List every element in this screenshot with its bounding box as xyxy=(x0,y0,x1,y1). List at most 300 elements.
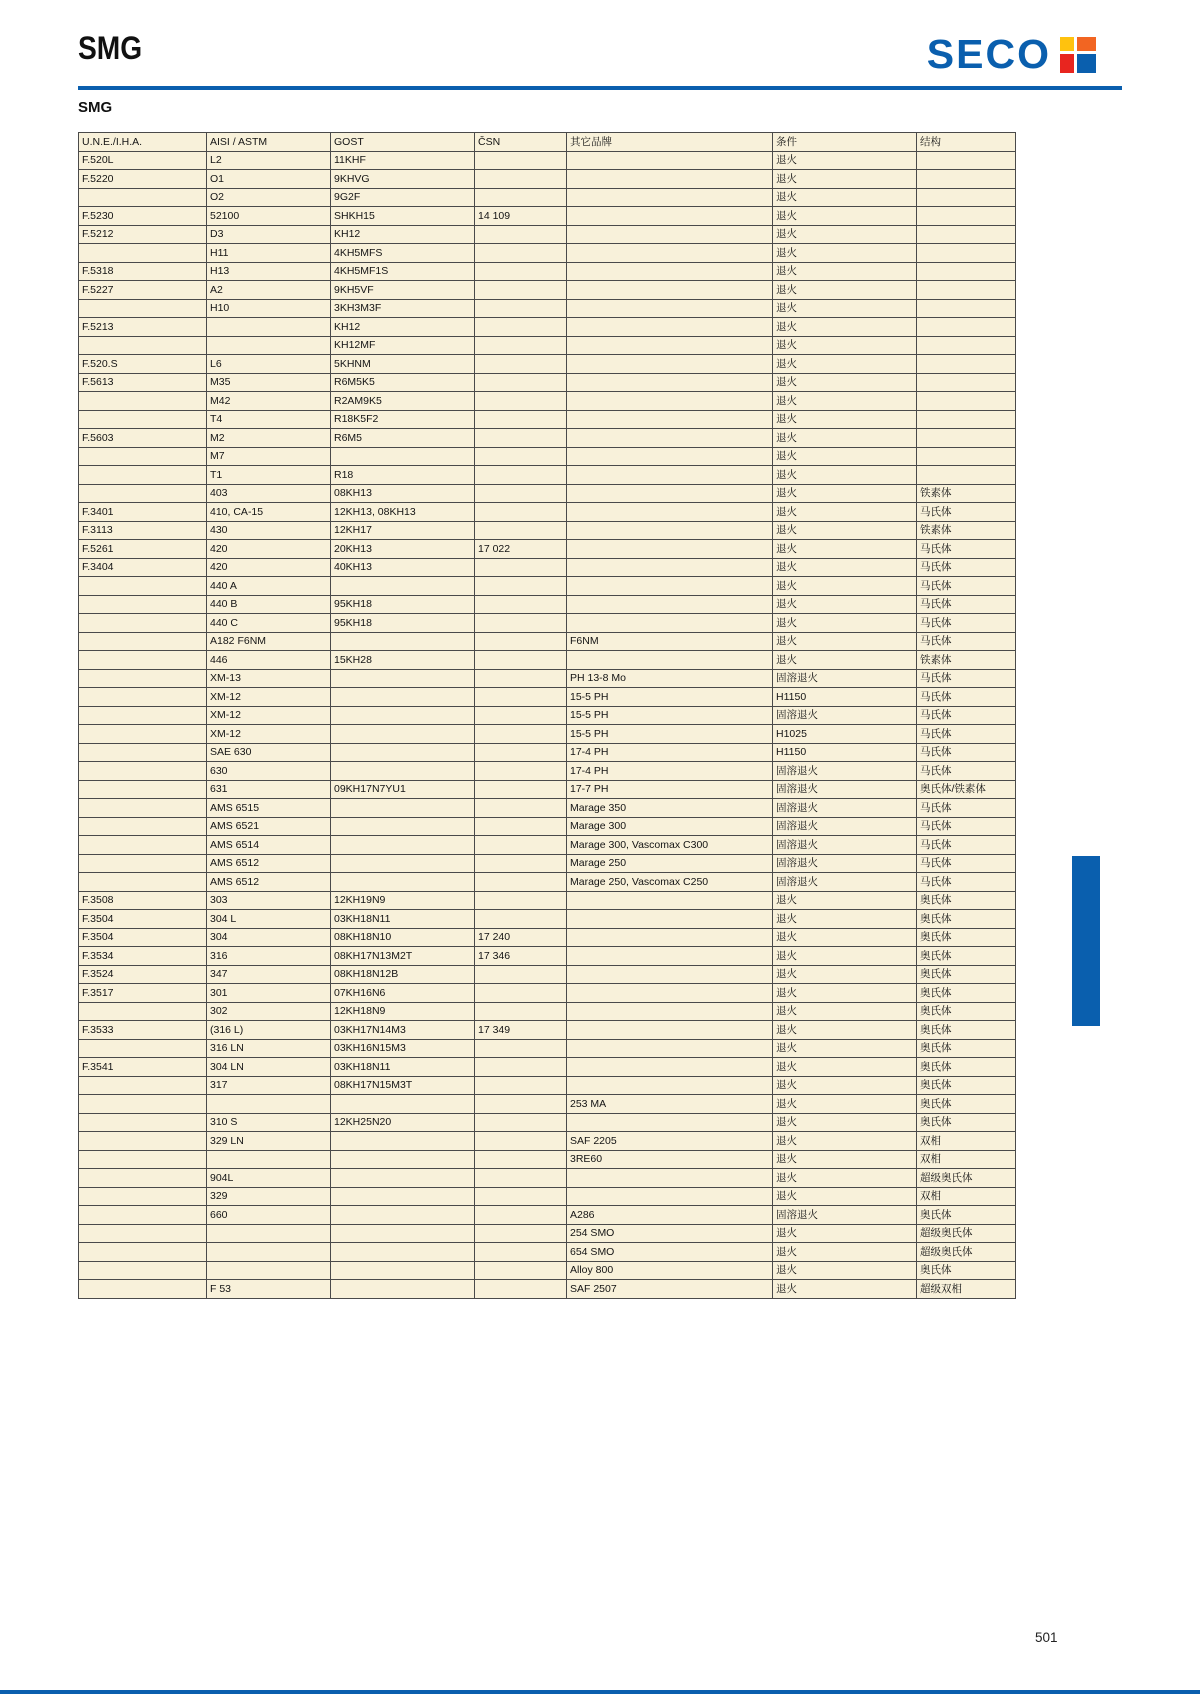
table-cell: 9KHVG xyxy=(331,170,475,189)
table-row xyxy=(79,151,1016,170)
table-cell: D3 xyxy=(207,225,331,244)
table-row xyxy=(79,651,1016,670)
table-cell: H1150 xyxy=(773,688,917,707)
table-cell xyxy=(331,577,475,596)
table-cell xyxy=(331,1280,475,1299)
table-cell xyxy=(475,170,567,189)
table-cell xyxy=(567,910,773,929)
table-cell xyxy=(567,281,773,300)
table-cell: 退火 xyxy=(773,928,917,947)
table-row xyxy=(79,336,1016,355)
table-cell: 退火 xyxy=(773,318,917,337)
table-cell xyxy=(79,669,207,688)
table-cell xyxy=(567,262,773,281)
table-cell: 马氏体 xyxy=(917,503,1016,522)
table-cell xyxy=(917,151,1016,170)
table-body xyxy=(79,151,1016,1298)
table-cell: 03KH18N11 xyxy=(331,1058,475,1077)
table-cell: 奥氏体 xyxy=(917,984,1016,1003)
table-cell: 马氏体 xyxy=(917,688,1016,707)
table-cell xyxy=(567,355,773,374)
table-cell xyxy=(567,1039,773,1058)
table-cell xyxy=(567,891,773,910)
table-cell xyxy=(917,373,1016,392)
table-cell: 固溶退火 xyxy=(773,780,917,799)
column-header: U.N.E./I.H.A. xyxy=(79,133,207,152)
table-row xyxy=(79,281,1016,300)
table-row xyxy=(79,688,1016,707)
table-cell: 退火 xyxy=(773,262,917,281)
table-cell xyxy=(567,540,773,559)
table-row xyxy=(79,984,1016,1003)
table-row xyxy=(79,262,1016,281)
table-cell xyxy=(475,688,567,707)
table-cell xyxy=(79,595,207,614)
table-cell: 退火 xyxy=(773,503,917,522)
table-cell: 95KH18 xyxy=(331,614,475,633)
table-cell xyxy=(79,651,207,670)
table-cell: 固溶退火 xyxy=(773,873,917,892)
table-cell: R18 xyxy=(331,466,475,485)
table-cell: F.5220 xyxy=(79,170,207,189)
table-cell: L6 xyxy=(207,355,331,374)
table-cell: 奥氏体 xyxy=(917,1206,1016,1225)
table-cell xyxy=(207,1224,331,1243)
table-cell: SAF 2205 xyxy=(567,1132,773,1151)
table-cell: 退火 xyxy=(773,484,917,503)
table-cell: KH12 xyxy=(331,318,475,337)
table-cell xyxy=(79,1039,207,1058)
table-cell: 20KH13 xyxy=(331,540,475,559)
table-cell: 马氏体 xyxy=(917,577,1016,596)
table-cell: 退火 xyxy=(773,521,917,540)
table-header-row xyxy=(79,133,1016,152)
table-cell: 退火 xyxy=(773,466,917,485)
table-cell xyxy=(567,947,773,966)
table-cell xyxy=(567,503,773,522)
table-cell: 40KH13 xyxy=(331,558,475,577)
table-cell: 退火 xyxy=(773,1039,917,1058)
table-cell: 317 xyxy=(207,1076,331,1095)
table-cell: 马氏体 xyxy=(917,873,1016,892)
table-row xyxy=(79,854,1016,873)
table-cell: 退火 xyxy=(773,1280,917,1299)
table-cell xyxy=(475,521,567,540)
table-cell xyxy=(207,1095,331,1114)
table-cell xyxy=(475,1169,567,1188)
table-cell xyxy=(207,1243,331,1262)
column-header: 条件 xyxy=(773,133,917,152)
table-cell xyxy=(331,1095,475,1114)
table-cell xyxy=(331,854,475,873)
table-cell: 奥氏体 xyxy=(917,1058,1016,1077)
table-cell: 904L xyxy=(207,1169,331,1188)
table-cell xyxy=(331,743,475,762)
table-cell: H13 xyxy=(207,262,331,281)
table-cell: 52100 xyxy=(207,207,331,226)
table-cell xyxy=(475,1150,567,1169)
seco-wordmark: SECO xyxy=(926,31,1051,77)
table-cell: 退火 xyxy=(773,410,917,429)
table-cell xyxy=(567,466,773,485)
table-cell: 446 xyxy=(207,651,331,670)
table-cell xyxy=(331,1224,475,1243)
table-row xyxy=(79,1021,1016,1040)
table-cell: 退火 xyxy=(773,336,917,355)
column-header: 其它品牌 xyxy=(567,133,773,152)
table-cell: 铁素体 xyxy=(917,651,1016,670)
table-cell: 固溶退火 xyxy=(773,706,917,725)
table-cell: 08KH17N15M3T xyxy=(331,1076,475,1095)
table-cell xyxy=(475,780,567,799)
table-cell xyxy=(475,706,567,725)
table-cell xyxy=(475,1002,567,1021)
table-cell xyxy=(567,1021,773,1040)
table-cell xyxy=(79,854,207,873)
table-cell xyxy=(475,558,567,577)
table-cell xyxy=(331,632,475,651)
table-cell: 304 xyxy=(207,928,331,947)
table-cell xyxy=(79,1261,207,1280)
table-row xyxy=(79,669,1016,688)
table-cell: Marage 350 xyxy=(567,799,773,818)
table-cell xyxy=(567,1113,773,1132)
table-cell xyxy=(79,1113,207,1132)
table-cell: H11 xyxy=(207,244,331,263)
table-cell xyxy=(917,447,1016,466)
table-cell: F.5613 xyxy=(79,373,207,392)
table-cell: R6M5 xyxy=(331,429,475,448)
table-cell xyxy=(79,1243,207,1262)
table-cell xyxy=(79,799,207,818)
table-cell xyxy=(207,336,331,355)
table-cell xyxy=(331,669,475,688)
table-cell: 奥氏体 xyxy=(917,891,1016,910)
table-cell: 固溶退火 xyxy=(773,817,917,836)
table-cell: F.3524 xyxy=(79,965,207,984)
table-cell: F.5230 xyxy=(79,207,207,226)
header-divider xyxy=(78,86,1122,90)
table-cell xyxy=(917,355,1016,374)
table-cell: F.3401 xyxy=(79,503,207,522)
table-cell: F.3504 xyxy=(79,910,207,929)
table-cell: H1150 xyxy=(773,743,917,762)
table-row xyxy=(79,503,1016,522)
table-cell: 430 xyxy=(207,521,331,540)
table-row xyxy=(79,188,1016,207)
table-cell: F 53 xyxy=(207,1280,331,1299)
table-cell: 退火 xyxy=(773,1132,917,1151)
table-cell xyxy=(475,910,567,929)
table-cell: 退火 xyxy=(773,1261,917,1280)
table-cell: 440 B xyxy=(207,595,331,614)
table-cell xyxy=(475,151,567,170)
table-cell: 退火 xyxy=(773,1243,917,1262)
table-cell xyxy=(567,521,773,540)
table-cell: L2 xyxy=(207,151,331,170)
table-cell: 奥氏体 xyxy=(917,1261,1016,1280)
table-cell: 双相 xyxy=(917,1187,1016,1206)
table-cell xyxy=(475,262,567,281)
table-cell: 奥氏体 xyxy=(917,928,1016,947)
table-cell: 固溶退火 xyxy=(773,762,917,781)
table-cell xyxy=(475,447,567,466)
table-cell xyxy=(331,799,475,818)
table-cell xyxy=(567,392,773,411)
table-cell xyxy=(567,373,773,392)
table-cell: 固溶退火 xyxy=(773,799,917,818)
table-cell xyxy=(475,244,567,263)
table-cell xyxy=(79,725,207,744)
table-row xyxy=(79,1150,1016,1169)
table-cell: F.3533 xyxy=(79,1021,207,1040)
table-row xyxy=(79,429,1016,448)
table-cell xyxy=(917,170,1016,189)
table-cell xyxy=(475,1132,567,1151)
table-cell xyxy=(331,688,475,707)
table-cell xyxy=(79,780,207,799)
table-cell: 固溶退火 xyxy=(773,854,917,873)
table-cell: 马氏体 xyxy=(917,614,1016,633)
table-cell xyxy=(567,595,773,614)
table-cell xyxy=(79,1132,207,1151)
table-cell: 09KH17N7YU1 xyxy=(331,780,475,799)
table-cell: 退火 xyxy=(773,1076,917,1095)
table-cell xyxy=(79,188,207,207)
table-cell xyxy=(475,1076,567,1095)
table-row xyxy=(79,1113,1016,1132)
table-cell: 17-4 PH xyxy=(567,762,773,781)
table-cell xyxy=(475,854,567,873)
table-cell xyxy=(917,392,1016,411)
table-cell xyxy=(917,336,1016,355)
table-cell xyxy=(331,1169,475,1188)
table-cell: F.3508 xyxy=(79,891,207,910)
table-cell: 退火 xyxy=(773,151,917,170)
table-cell xyxy=(917,299,1016,318)
table-cell: 退火 xyxy=(773,188,917,207)
table-cell: 奥氏体/铁素体 xyxy=(917,780,1016,799)
table-row xyxy=(79,170,1016,189)
table-cell: 660 xyxy=(207,1206,331,1225)
table-cell xyxy=(79,632,207,651)
table-cell xyxy=(79,873,207,892)
table-cell: 410, CA-15 xyxy=(207,503,331,522)
table-cell: 奥氏体 xyxy=(917,965,1016,984)
table-cell xyxy=(567,651,773,670)
table-cell xyxy=(475,484,567,503)
table-cell xyxy=(475,743,567,762)
table-cell xyxy=(331,1132,475,1151)
table-cell xyxy=(79,244,207,263)
table-cell xyxy=(475,836,567,855)
table-cell: 马氏体 xyxy=(917,632,1016,651)
table-cell xyxy=(79,688,207,707)
table-cell: 退火 xyxy=(773,447,917,466)
table-cell xyxy=(475,984,567,1003)
table-cell xyxy=(331,447,475,466)
column-header: 结构 xyxy=(917,133,1016,152)
table-cell: A286 xyxy=(567,1206,773,1225)
table-cell: 347 xyxy=(207,965,331,984)
table-cell xyxy=(475,762,567,781)
table-cell: 马氏体 xyxy=(917,854,1016,873)
table-cell xyxy=(475,614,567,633)
table-cell xyxy=(917,429,1016,448)
table-cell xyxy=(79,1076,207,1095)
table-cell: 退火 xyxy=(773,947,917,966)
table-cell xyxy=(475,503,567,522)
table-cell: F.5318 xyxy=(79,262,207,281)
table-cell: 奥氏体 xyxy=(917,1095,1016,1114)
table-cell: 奥氏体 xyxy=(917,1002,1016,1021)
table-cell: 17-4 PH xyxy=(567,743,773,762)
table-cell xyxy=(207,1150,331,1169)
column-header: ČSN xyxy=(475,133,567,152)
table-cell: 12KH25N20 xyxy=(331,1113,475,1132)
table-cell: AMS 6512 xyxy=(207,854,331,873)
table-cell xyxy=(567,336,773,355)
table-row xyxy=(79,207,1016,226)
table-cell: 铁素体 xyxy=(917,484,1016,503)
table-cell: 退火 xyxy=(773,1150,917,1169)
table-cell: XM-12 xyxy=(207,688,331,707)
table-cell: 12KH17 xyxy=(331,521,475,540)
table-cell: 329 xyxy=(207,1187,331,1206)
table-cell: 马氏体 xyxy=(917,669,1016,688)
page-number: 501 xyxy=(1035,1630,1058,1645)
table-cell: F.520.S xyxy=(79,355,207,374)
table-cell xyxy=(567,614,773,633)
table-cell xyxy=(567,225,773,244)
table-cell: 退火 xyxy=(773,281,917,300)
table-cell: 3KH3M3F xyxy=(331,299,475,318)
table-cell xyxy=(475,336,567,355)
table-cell xyxy=(331,836,475,855)
table-cell xyxy=(475,1113,567,1132)
table-row xyxy=(79,466,1016,485)
column-header: AISI / ASTM xyxy=(207,133,331,152)
table-cell: 403 xyxy=(207,484,331,503)
table-cell: F.5213 xyxy=(79,318,207,337)
table-cell xyxy=(567,188,773,207)
table-cell: 654 SMO xyxy=(567,1243,773,1262)
table-cell: 08KH18N10 xyxy=(331,928,475,947)
table-cell: 固溶退火 xyxy=(773,1206,917,1225)
table-cell: 退火 xyxy=(773,1002,917,1021)
table-cell xyxy=(475,651,567,670)
table-cell: F.3517 xyxy=(79,984,207,1003)
table-cell: 退火 xyxy=(773,540,917,559)
table-cell: (316 L) xyxy=(207,1021,331,1040)
table-cell: 退火 xyxy=(773,910,917,929)
table-cell: 退火 xyxy=(773,355,917,374)
table-cell: F.520L xyxy=(79,151,207,170)
table-cell xyxy=(79,577,207,596)
table-cell xyxy=(475,817,567,836)
table-row xyxy=(79,1002,1016,1021)
table-cell xyxy=(79,410,207,429)
table-cell xyxy=(567,410,773,429)
table-cell xyxy=(917,466,1016,485)
table-cell: 退火 xyxy=(773,373,917,392)
table-cell: F.3541 xyxy=(79,1058,207,1077)
table-cell: KH12 xyxy=(331,225,475,244)
table-row xyxy=(79,632,1016,651)
table-cell xyxy=(917,318,1016,337)
table-cell: 253 MA xyxy=(567,1095,773,1114)
table-cell xyxy=(79,1150,207,1169)
table-cell: 退火 xyxy=(773,207,917,226)
table-cell: AMS 6515 xyxy=(207,799,331,818)
table-cell: AMS 6514 xyxy=(207,836,331,855)
table-row xyxy=(79,410,1016,429)
table-cell xyxy=(79,392,207,411)
table-cell: 03KH17N14M3 xyxy=(331,1021,475,1040)
table-cell: 3RE60 xyxy=(567,1150,773,1169)
table-cell xyxy=(567,484,773,503)
table-cell: 奥氏体 xyxy=(917,947,1016,966)
table-cell: 07KH16N6 xyxy=(331,984,475,1003)
table-cell xyxy=(475,1187,567,1206)
table-row xyxy=(79,355,1016,374)
table-cell: Alloy 800 xyxy=(567,1261,773,1280)
table-row xyxy=(79,706,1016,725)
table-cell: 301 xyxy=(207,984,331,1003)
table-cell xyxy=(475,1058,567,1077)
table-cell: 08KH17N13M2T xyxy=(331,947,475,966)
table-cell: R6M5K5 xyxy=(331,373,475,392)
table-cell: 17 022 xyxy=(475,540,567,559)
table-cell xyxy=(79,614,207,633)
table-cell xyxy=(475,429,567,448)
table-row xyxy=(79,1169,1016,1188)
table-cell: 08KH18N12B xyxy=(331,965,475,984)
table-cell: F.5261 xyxy=(79,540,207,559)
table-row xyxy=(79,1261,1016,1280)
table-cell xyxy=(917,207,1016,226)
table-cell: 17 346 xyxy=(475,947,567,966)
table-cell: 03KH18N11 xyxy=(331,910,475,929)
table-row xyxy=(79,1132,1016,1151)
table-cell xyxy=(79,484,207,503)
table-row xyxy=(79,595,1016,614)
table-row xyxy=(79,373,1016,392)
table-cell: 双相 xyxy=(917,1132,1016,1151)
table-cell: 退火 xyxy=(773,1113,917,1132)
table-cell: 双相 xyxy=(917,1150,1016,1169)
logo-square-yellow xyxy=(1060,37,1074,51)
table-cell xyxy=(475,1224,567,1243)
table-cell: 316 LN xyxy=(207,1039,331,1058)
table-cell xyxy=(567,577,773,596)
table-cell xyxy=(79,1095,207,1114)
table-cell xyxy=(331,706,475,725)
table-cell: 马氏体 xyxy=(917,817,1016,836)
table-cell: 03KH16N15M3 xyxy=(331,1039,475,1058)
table-cell: 420 xyxy=(207,540,331,559)
table-cell: 退火 xyxy=(773,965,917,984)
table-cell xyxy=(331,1206,475,1225)
table-row xyxy=(79,318,1016,337)
table-cell xyxy=(207,318,331,337)
table-cell: 退火 xyxy=(773,299,917,318)
table-cell: SHKH15 xyxy=(331,207,475,226)
table-cell: 17-7 PH xyxy=(567,780,773,799)
table-cell: O2 xyxy=(207,188,331,207)
table-cell: F6NM xyxy=(567,632,773,651)
table-cell xyxy=(567,965,773,984)
